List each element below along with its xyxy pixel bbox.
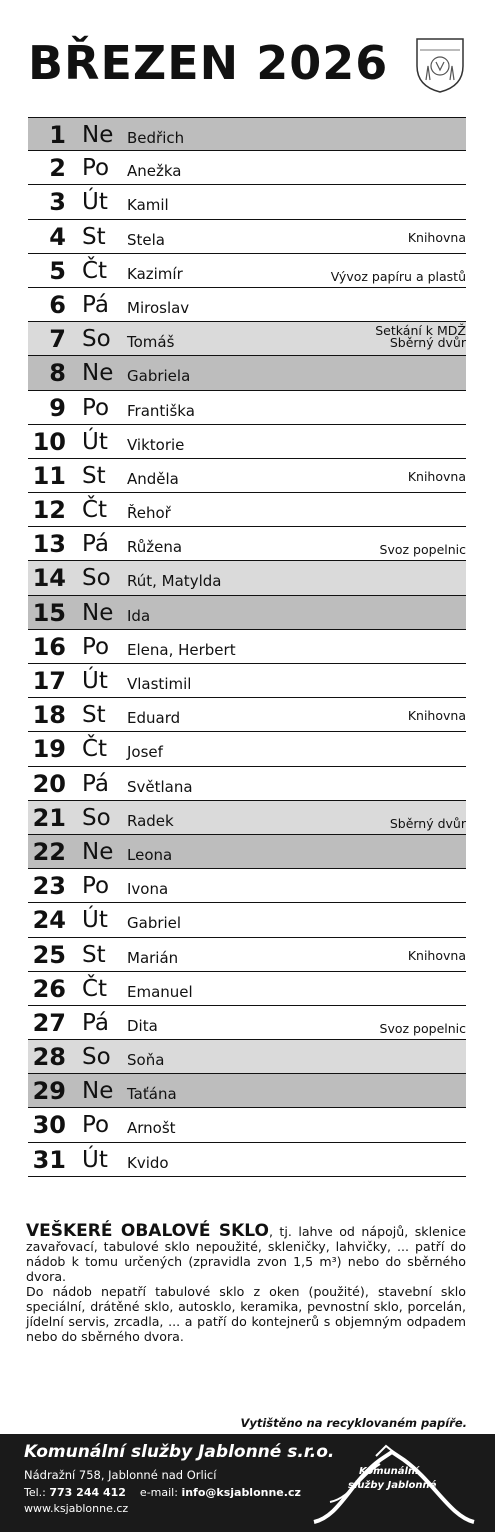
name-day: Tomáš bbox=[127, 333, 175, 352]
email-link[interactable]: info@ksjablonne.cz bbox=[181, 1486, 301, 1499]
day-number: 21 bbox=[32, 803, 66, 832]
day-number: 10 bbox=[32, 427, 66, 456]
calendar-row bbox=[28, 630, 466, 664]
page-title: BŘEZEN 2026 bbox=[28, 36, 389, 90]
calendar-row bbox=[28, 288, 466, 322]
name-day: Dita bbox=[127, 1016, 158, 1035]
name-day: Taťána bbox=[127, 1085, 177, 1104]
weekday: St bbox=[82, 223, 106, 250]
weekday: Út bbox=[82, 668, 108, 694]
calendar-row bbox=[28, 938, 466, 972]
name-day: Josef bbox=[127, 743, 163, 762]
day-number: 17 bbox=[32, 667, 66, 695]
recycled-paper-note: Vytištěno na recyklovaném papíře. bbox=[240, 1416, 467, 1430]
name-day: Františka bbox=[127, 401, 195, 420]
day-number: 29 bbox=[32, 1077, 66, 1106]
name-day: Řehoř bbox=[127, 504, 171, 523]
calendar-row bbox=[28, 254, 466, 288]
weekday: So bbox=[82, 804, 111, 831]
day-number: 27 bbox=[32, 1008, 66, 1037]
name-day: Radek bbox=[127, 811, 174, 830]
name-day: Rút, Matylda bbox=[127, 572, 222, 591]
calendar-row bbox=[28, 903, 466, 937]
day-number: 5 bbox=[49, 256, 66, 285]
day-number: 2 bbox=[49, 154, 66, 183]
name-day: Anežka bbox=[127, 162, 182, 181]
calendar-row bbox=[28, 117, 466, 151]
day-number: 20 bbox=[32, 769, 66, 798]
event-note: Sběrný dvůr bbox=[389, 335, 466, 351]
name-day: Kazimír bbox=[127, 264, 183, 283]
event-note: Setkání k MDŽ bbox=[375, 323, 466, 339]
name-day: Eduard bbox=[127, 709, 181, 728]
day-number: 18 bbox=[32, 701, 66, 730]
weekday: So bbox=[82, 326, 111, 353]
company-name: Komunální služby Jablonné s.r.o. bbox=[24, 1442, 335, 1462]
event-note: Knihovna bbox=[407, 468, 466, 484]
name-day: Ivona bbox=[127, 880, 169, 899]
name-day: Miroslav bbox=[127, 298, 190, 317]
calendar-row bbox=[28, 1006, 466, 1040]
name-day: Leona bbox=[127, 845, 173, 864]
day-number: 13 bbox=[32, 530, 66, 559]
event-note: Sběrný dvůr bbox=[389, 815, 466, 831]
calendar-row bbox=[28, 1108, 466, 1142]
event-note: Svoz popelnic bbox=[379, 542, 466, 558]
calendar-row bbox=[28, 425, 466, 459]
company-contact bbox=[24, 1486, 301, 1499]
name-day: Světlana bbox=[127, 777, 193, 796]
day-number: 28 bbox=[32, 1043, 66, 1072]
weekday: Čt bbox=[82, 736, 108, 763]
day-number: 7 bbox=[49, 325, 66, 354]
company-address: Nádražní 758, Jablonné nad Orlicí bbox=[24, 1468, 217, 1482]
day-number: 30 bbox=[32, 1111, 66, 1140]
calendar-row bbox=[28, 732, 466, 766]
event-note: Vývoz papíru a plastů bbox=[330, 268, 466, 284]
calendar-row bbox=[28, 972, 466, 1006]
weekday: St bbox=[82, 702, 106, 729]
name-day: Kamil bbox=[127, 196, 169, 215]
weekday: Pá bbox=[82, 770, 109, 797]
weekday: Čt bbox=[82, 975, 108, 1002]
weekday: Ne bbox=[82, 838, 114, 865]
weekday: Ne bbox=[82, 360, 114, 387]
calendar-row bbox=[28, 322, 466, 356]
calendar-row bbox=[28, 356, 466, 390]
day-number: 1 bbox=[49, 121, 66, 149]
weekday: Út bbox=[82, 1146, 108, 1173]
weekday: Ne bbox=[82, 1078, 114, 1105]
calendar-row bbox=[28, 561, 466, 595]
event-note: Knihovna bbox=[407, 229, 466, 245]
info-paragraph-1 bbox=[26, 1221, 466, 1284]
calendar-row bbox=[28, 391, 466, 425]
coat-of-arms-icon bbox=[414, 36, 466, 94]
weekday: So bbox=[82, 1044, 111, 1071]
tel-label: Tel.: bbox=[24, 1486, 50, 1499]
calendar-row bbox=[28, 801, 466, 835]
calendar-row bbox=[28, 698, 466, 732]
weekday: Út bbox=[82, 428, 108, 455]
weekday: Út bbox=[82, 189, 108, 216]
weekday: Po bbox=[82, 394, 110, 421]
calendar-row bbox=[28, 767, 466, 801]
name-day: Elena, Herbert bbox=[127, 640, 236, 659]
day-number: 12 bbox=[32, 496, 66, 525]
name-day: Marián bbox=[127, 948, 179, 967]
name-day: Anděla bbox=[127, 469, 179, 488]
name-day: Soňa bbox=[127, 1051, 165, 1070]
day-number: 23 bbox=[32, 872, 66, 901]
day-number: 6 bbox=[49, 290, 66, 319]
weekday: Pá bbox=[82, 291, 109, 318]
day-number: 3 bbox=[49, 188, 66, 217]
website-link[interactable]: www.ksjablonne.cz bbox=[24, 1502, 129, 1515]
day-number: 8 bbox=[49, 359, 66, 388]
weekday: Pá bbox=[82, 531, 109, 558]
calendar-row bbox=[28, 151, 466, 185]
day-number: 11 bbox=[32, 461, 66, 490]
day-number: 14 bbox=[32, 564, 66, 593]
weekday: Čt bbox=[82, 497, 108, 524]
weekday: Ne bbox=[82, 122, 114, 148]
logo-text-line1: Komunální bbox=[359, 1466, 419, 1477]
day-number: 9 bbox=[49, 393, 66, 422]
name-day: Gabriela bbox=[127, 367, 191, 386]
event-note: Svoz popelnic bbox=[379, 1020, 466, 1036]
weekday: St bbox=[82, 462, 106, 489]
event-note: Knihovna bbox=[407, 947, 466, 963]
name-day: Gabriel bbox=[127, 914, 182, 933]
info-heading: VEŠKERÉ OBALOVÉ SKLO bbox=[26, 1221, 269, 1241]
day-number: 4 bbox=[49, 222, 66, 251]
calendar-row bbox=[28, 869, 466, 903]
day-number: 25 bbox=[32, 940, 66, 969]
calendar-row bbox=[28, 527, 466, 561]
day-number: 16 bbox=[32, 632, 66, 661]
weekday: So bbox=[82, 565, 111, 592]
logo-text-line2: služby Jablonné bbox=[348, 1480, 437, 1491]
weekday: Po bbox=[82, 1112, 110, 1139]
weekday: Pá bbox=[82, 1009, 109, 1036]
name-day: Emanuel bbox=[127, 982, 193, 1001]
name-day: Kvido bbox=[127, 1153, 169, 1172]
calendar-row bbox=[28, 185, 466, 219]
name-day: Bedřich bbox=[127, 129, 185, 147]
day-number: 22 bbox=[32, 837, 66, 866]
event-note: Knihovna bbox=[407, 708, 466, 724]
weekday: St bbox=[82, 941, 106, 968]
calendar-row bbox=[28, 1040, 466, 1074]
calendar-row bbox=[28, 459, 466, 493]
footer bbox=[0, 1434, 495, 1532]
calendar-row bbox=[28, 664, 466, 698]
email-label: e-mail: bbox=[139, 1486, 182, 1499]
name-day: Vlastimil bbox=[127, 675, 192, 693]
weekday: Po bbox=[82, 873, 110, 900]
day-number: 24 bbox=[32, 906, 66, 935]
day-number: 31 bbox=[32, 1145, 66, 1174]
tel-number: 773 244 412 bbox=[49, 1486, 126, 1499]
day-number: 15 bbox=[32, 598, 66, 627]
weekday: Po bbox=[82, 633, 110, 660]
weekday: Čt bbox=[82, 257, 108, 284]
day-number: 26 bbox=[32, 974, 66, 1003]
calendar-row bbox=[28, 835, 466, 869]
calendar-row bbox=[28, 493, 466, 527]
name-day: Viktorie bbox=[127, 435, 185, 454]
calendar-row bbox=[28, 1074, 466, 1108]
name-day: Stela bbox=[127, 230, 165, 249]
weekday: Út bbox=[82, 907, 108, 934]
name-day: Arnošt bbox=[127, 1119, 176, 1138]
calendar-row bbox=[28, 1143, 466, 1177]
calendar-table bbox=[28, 117, 466, 1177]
calendar-row bbox=[28, 596, 466, 630]
weekday: Po bbox=[82, 155, 110, 182]
weekday: Ne bbox=[82, 599, 114, 626]
day-number: 19 bbox=[32, 735, 66, 764]
name-day: Ida bbox=[127, 606, 151, 625]
info-paragraph-1-text: , tj. lahve od nápojů, sklenice zavařovací, tabulové sklo nepoužité, skleničky, lahvičky, ... patří do nádob k tomu určených (zpravidla zvon 1,5 m³) nebo do sběrného dvora. bbox=[26, 1224, 466, 1284]
calendar-row bbox=[28, 220, 466, 254]
name-day: Růžena bbox=[127, 538, 183, 557]
info-paragraph-2: Do nádob nepatří tabulové sklo z oken (použité), stavební sklo speciální, drátěné sklo, autosklo, keramika, pevnostní sklo, porcelán, jídelní servis, zrcadla, ... a patří do kontejnerů s objemným odpadem nebo do sběrného dvora. bbox=[26, 1284, 466, 1344]
glass-info-block bbox=[26, 1221, 466, 1344]
